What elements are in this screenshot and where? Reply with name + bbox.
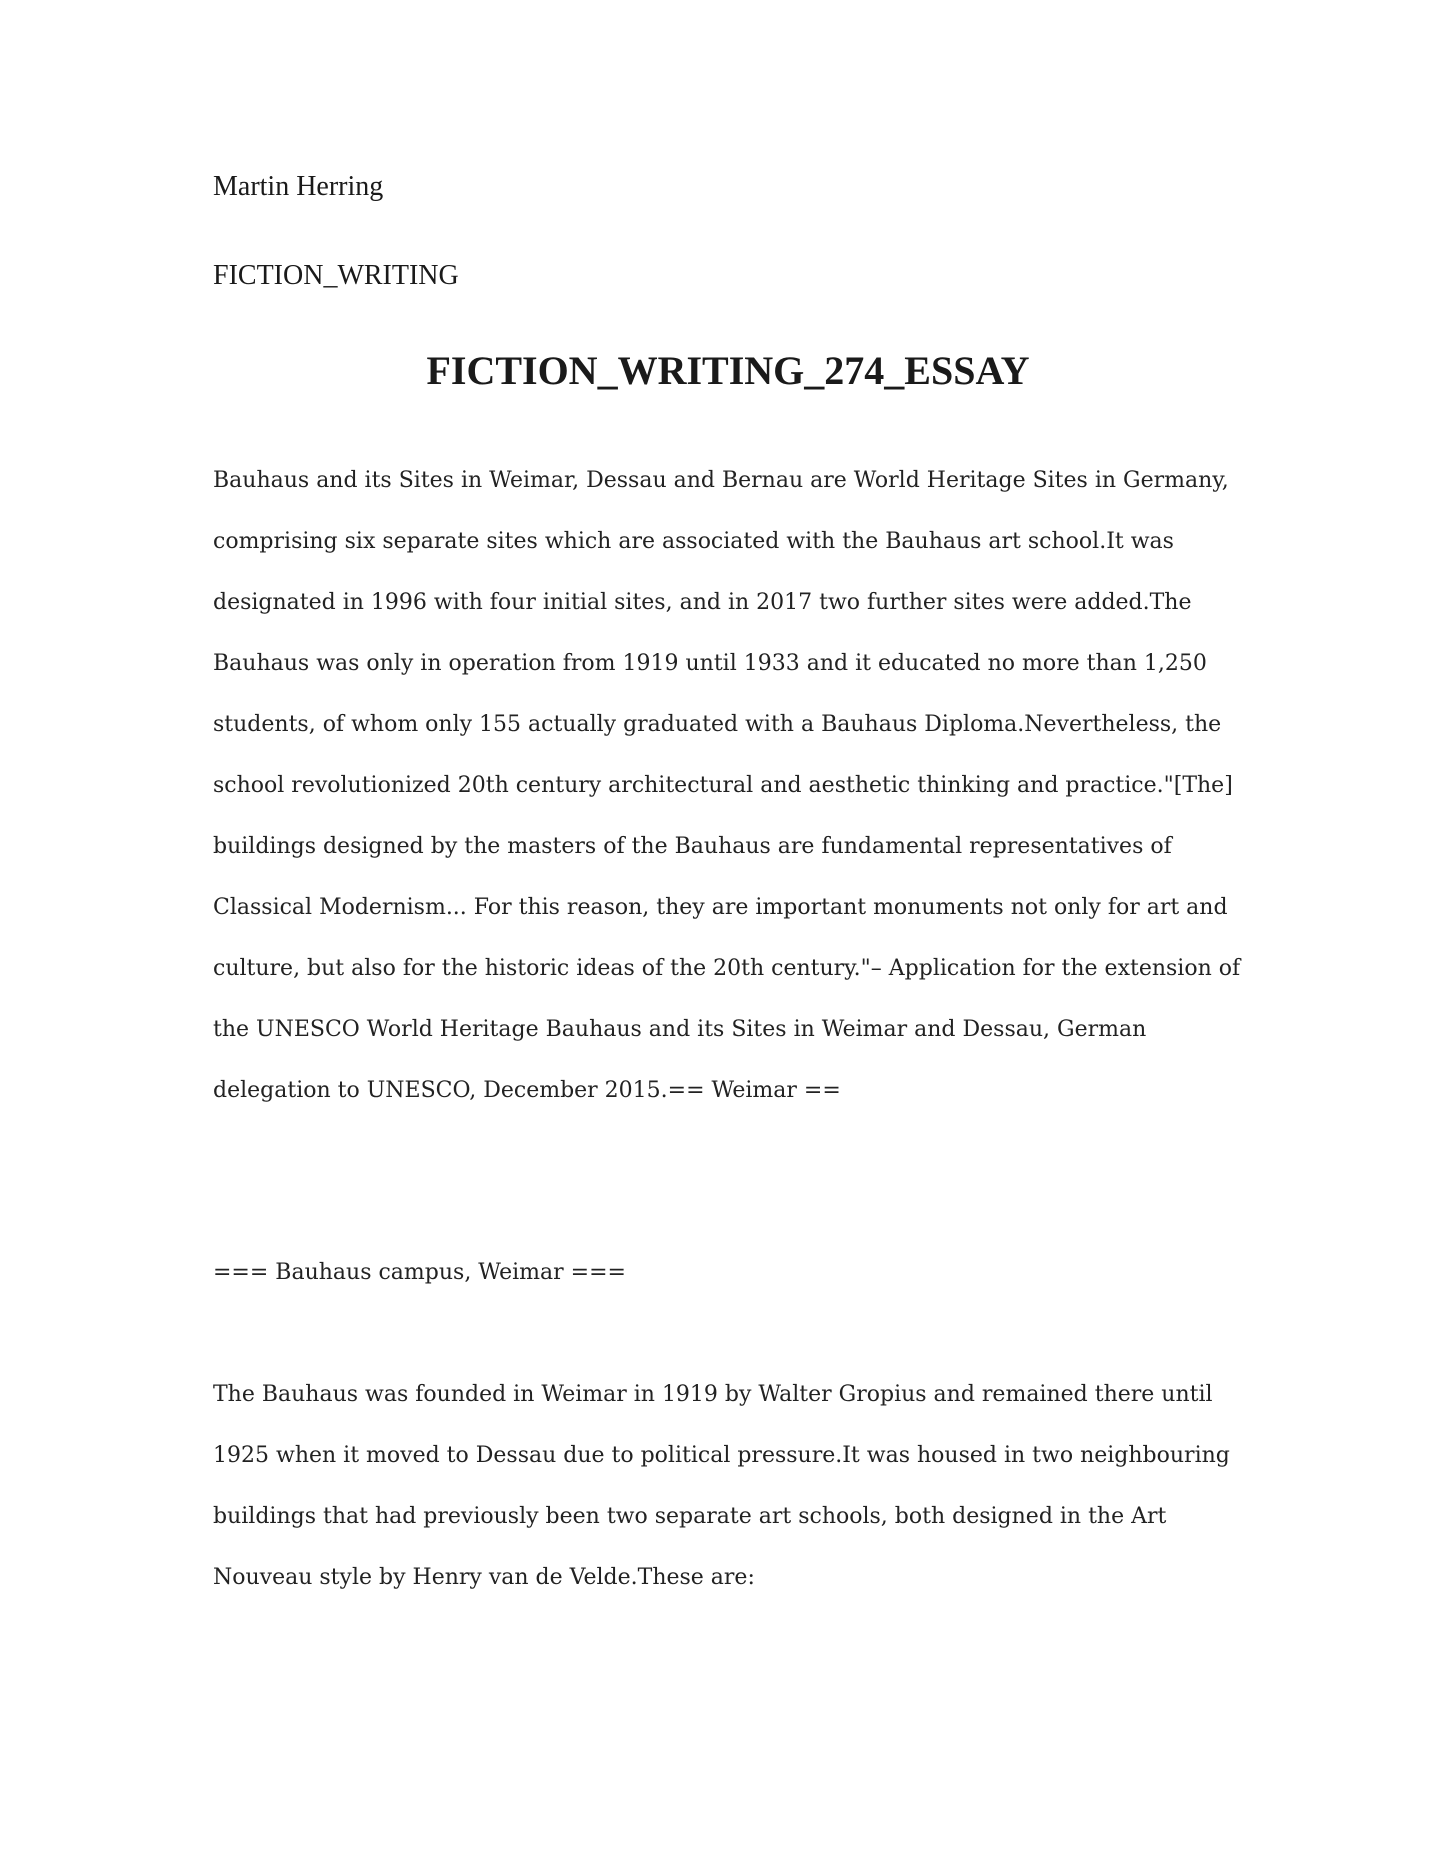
text-line: students, of whom only 155 actually graduated with a Bauhaus Diploma.Nevertheless, the bbox=[213, 712, 1222, 737]
text-line: 1925 when it moved to Dessau due to political pressure.It was housed in two neighbouring bbox=[213, 1443, 1230, 1468]
section-subheading: === Bauhaus campus, Weimar === bbox=[213, 1260, 626, 1285]
text-line: Bauhaus was only in operation from 1919 until 1933 and it educated no more than 1,250 bbox=[213, 651, 1207, 676]
text-line: Nouveau style by Henry van de Velde.These are: bbox=[213, 1565, 755, 1590]
text-line: school revolutionized 20th century architectural and aesthetic thinking and practice."[The] bbox=[213, 773, 1233, 798]
text-line: culture, but also for the historic ideas of the 20th century."– Application for the extension of bbox=[213, 956, 1241, 981]
paragraph-intro bbox=[213, 450, 1253, 1121]
text-line: buildings that had previously been two separate art schools, both designed in the Art bbox=[213, 1504, 1167, 1529]
text-line: Bauhaus and its Sites in Weimar, Dessau and Bernau are World Heritage Sites in Germany, bbox=[213, 468, 1229, 493]
text-line: Classical Modernism... For this reason, they are important monuments not only for art and bbox=[213, 895, 1228, 920]
author-name: Martin Herring bbox=[213, 171, 384, 202]
text-line: designated in 1996 with four initial sites, and in 2017 two further sites were added.The bbox=[213, 590, 1192, 615]
document-title: FICTION_WRITING_274_ESSAY bbox=[426, 348, 1030, 393]
text-line: comprising six separate sites which are associated with the Bauhaus art school.It was bbox=[213, 529, 1174, 554]
text-line: delegation to UNESCO, December 2015.== Weimar == bbox=[213, 1078, 841, 1103]
text-line: the UNESCO World Heritage Bauhaus and its Sites in Weimar and Dessau, German bbox=[213, 1017, 1147, 1042]
paragraph-weimar bbox=[213, 1364, 1253, 1608]
course-name: FICTION_WRITING bbox=[213, 260, 459, 291]
text-line: buildings designed by the masters of the Bauhaus are fundamental representatives of bbox=[213, 834, 1172, 859]
text-line: The Bauhaus was founded in Weimar in 1919 by Walter Gropius and remained there until bbox=[213, 1382, 1213, 1407]
